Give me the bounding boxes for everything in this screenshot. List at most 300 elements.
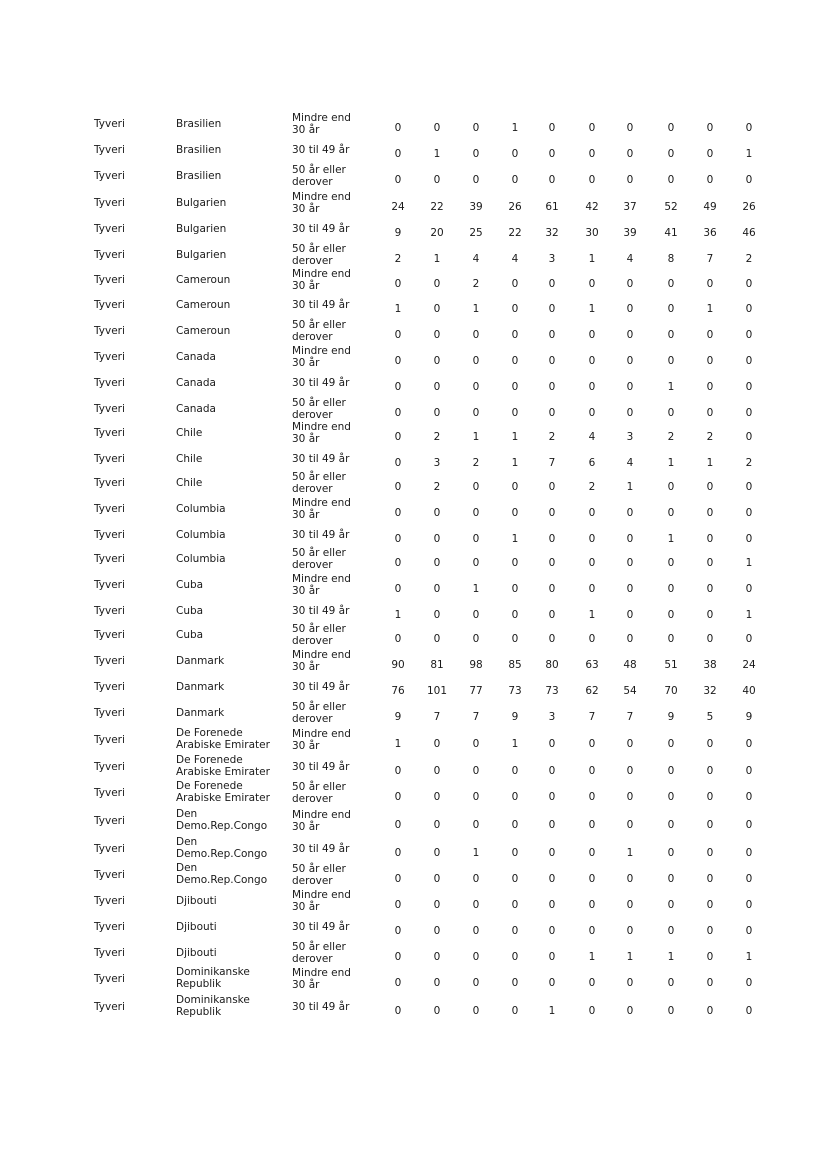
value-cell: 1 [667,533,675,545]
value-cell: 0 [472,481,480,493]
value-cell: 0 [667,847,675,859]
value-cell: 0 [626,791,634,803]
value-cell: 9 [511,711,519,723]
country-cell: De Forenede Arabiske Emirater [176,754,270,778]
country-cell: Dominikanske Republik [176,966,250,990]
value-cell: 0 [511,609,519,621]
crime-cell: Tyveri [94,427,125,439]
value-cell: 0 [588,847,596,859]
value-cell: 0 [667,609,675,621]
value-cell: 0 [433,355,441,367]
crime-cell: Tyveri [94,351,125,363]
value-cell: 0 [626,819,634,831]
value-cell: 0 [745,278,753,290]
value-cell: 0 [433,557,441,569]
value-cell: 0 [394,977,402,989]
age-cell: 30 til 49 år [292,681,350,693]
value-cell: 0 [626,174,634,186]
value-cell: 0 [433,329,441,341]
country-cell: Djibouti [176,895,217,907]
value-cell: 1 [745,557,753,569]
value-cell: 0 [394,765,402,777]
table-row [0,888,828,914]
country-cell: Danmark [176,681,225,693]
value-cell: 0 [394,174,402,186]
age-cell: Mindre end 30 år [292,497,351,521]
value-cell: 0 [548,819,556,831]
value-cell: 0 [588,148,596,160]
country-cell: Bulgarien [176,197,227,209]
value-cell: 0 [548,481,556,493]
value-cell: 49 [703,201,717,213]
value-cell: 7 [626,711,634,723]
value-cell: 0 [433,977,441,989]
value-cell: 0 [548,122,556,134]
value-cell: 0 [588,533,596,545]
value-cell: 0 [745,533,753,545]
value-cell: 0 [626,609,634,621]
value-cell: 0 [706,873,714,885]
value-cell: 0 [667,977,675,989]
value-cell: 0 [626,278,634,290]
value-cell: 80 [545,659,559,671]
value-cell: 0 [548,899,556,911]
value-cell: 0 [706,791,714,803]
value-cell: 0 [394,507,402,519]
age-cell: 30 til 49 år [292,761,350,773]
value-cell: 0 [626,1005,634,1017]
value-cell: 0 [511,1005,519,1017]
value-cell: 41 [664,227,678,239]
value-cell: 0 [745,738,753,750]
value-cell: 7 [472,711,480,723]
value-cell: 2 [394,253,402,265]
value-cell: 0 [511,791,519,803]
value-cell: 0 [626,899,634,911]
value-cell: 0 [706,407,714,419]
value-cell: 0 [511,481,519,493]
country-cell: Den Demo.Rep.Congo [176,808,268,832]
table-row [0,137,828,163]
crime-cell: Tyveri [94,787,125,799]
value-cell: 0 [626,977,634,989]
value-cell: 0 [626,738,634,750]
value-cell: 1 [394,609,402,621]
value-cell: 4 [472,253,480,265]
value-cell: 0 [394,791,402,803]
value-cell: 0 [394,873,402,885]
value-cell: 0 [511,925,519,937]
value-cell: 0 [511,381,519,393]
value-cell: 0 [706,609,714,621]
country-cell: De Forenede Arabiske Emirater [176,780,270,804]
value-cell: 0 [511,329,519,341]
value-cell: 0 [433,765,441,777]
value-cell: 1 [433,253,441,265]
country-cell: Bulgarien [176,223,227,235]
value-cell: 36 [703,227,717,239]
value-cell: 0 [433,381,441,393]
value-cell: 24 [742,659,756,671]
value-cell: 0 [548,507,556,519]
table-row [0,396,828,422]
country-cell: Brasilien [176,144,222,156]
value-cell: 0 [745,765,753,777]
table-row [0,862,828,888]
value-cell: 0 [745,431,753,443]
value-cell: 2 [706,431,714,443]
value-cell: 0 [548,951,556,963]
value-cell: 22 [430,201,444,213]
value-cell: 1 [433,148,441,160]
value-cell: 0 [667,925,675,937]
value-cell: 0 [706,557,714,569]
value-cell: 7 [706,253,714,265]
value-cell: 0 [433,303,441,315]
table-row [0,111,828,137]
value-cell: 0 [745,583,753,595]
value-cell: 2 [745,457,753,469]
country-cell: Brasilien [176,118,222,130]
value-cell: 0 [588,278,596,290]
crime-cell: Tyveri [94,249,125,261]
value-cell: 0 [472,925,480,937]
country-cell: Djibouti [176,921,217,933]
crime-cell: Tyveri [94,921,125,933]
crime-cell: Tyveri [94,197,125,209]
value-cell: 0 [511,303,519,315]
country-cell: Canada [176,351,216,363]
age-cell: 50 år eller derover [292,243,346,267]
value-cell: 2 [667,431,675,443]
value-cell: 0 [433,507,441,519]
value-cell: 0 [745,925,753,937]
value-cell: 4 [588,431,596,443]
value-cell: 1 [626,481,634,493]
value-cell: 3 [548,711,556,723]
value-cell: 1 [472,303,480,315]
crime-cell: Tyveri [94,843,125,855]
age-cell: 50 år eller derover [292,623,346,647]
value-cell: 0 [394,278,402,290]
value-cell: 4 [626,457,634,469]
value-cell: 0 [667,557,675,569]
value-cell: 52 [664,201,678,213]
value-cell: 0 [745,303,753,315]
value-cell: 0 [745,899,753,911]
crime-cell: Tyveri [94,377,125,389]
value-cell: 4 [511,253,519,265]
value-cell: 0 [588,738,596,750]
value-cell: 0 [394,431,402,443]
value-cell: 0 [394,925,402,937]
value-cell: 0 [548,765,556,777]
value-cell: 0 [394,148,402,160]
value-cell: 1 [472,583,480,595]
age-cell: Mindre end 30 år [292,649,351,673]
value-cell: 0 [548,329,556,341]
value-cell: 0 [511,977,519,989]
value-cell: 0 [433,847,441,859]
value-cell: 3 [548,253,556,265]
value-cell: 0 [548,381,556,393]
crime-cell: Tyveri [94,453,125,465]
country-cell: Columbia [176,553,226,565]
value-cell: 30 [585,227,599,239]
value-cell: 0 [548,278,556,290]
age-cell: 50 år eller derover [292,397,346,421]
value-cell: 70 [664,685,678,697]
value-cell: 39 [469,201,483,213]
value-cell: 0 [548,609,556,621]
crime-cell: Tyveri [94,629,125,641]
value-cell: 0 [626,381,634,393]
age-cell: Mindre end 30 år [292,573,351,597]
crime-cell: Tyveri [94,223,125,235]
value-cell: 0 [433,609,441,621]
age-cell: Mindre end 30 år [292,967,351,991]
value-cell: 0 [706,925,714,937]
table-row [0,727,828,753]
value-cell: 0 [745,481,753,493]
crime-cell: Tyveri [94,477,125,489]
value-cell: 0 [511,148,519,160]
value-cell: 9 [394,227,402,239]
age-cell: Mindre end 30 år [292,421,351,445]
table-row [0,216,828,242]
table-row [0,470,828,496]
crime-cell: Tyveri [94,503,125,515]
crime-cell: Tyveri [94,579,125,591]
value-cell: 0 [511,355,519,367]
value-cell: 0 [433,122,441,134]
age-cell: 30 til 49 år [292,921,350,933]
value-cell: 1 [745,148,753,160]
value-cell: 0 [667,507,675,519]
value-cell: 0 [472,951,480,963]
value-cell: 0 [472,381,480,393]
value-cell: 0 [394,557,402,569]
value-cell: 2 [548,431,556,443]
country-cell: Cuba [176,629,204,641]
value-cell: 0 [472,791,480,803]
value-cell: 0 [433,583,441,595]
value-cell: 54 [623,685,637,697]
crime-cell: Tyveri [94,973,125,985]
value-cell: 0 [472,1005,480,1017]
value-cell: 0 [667,278,675,290]
value-cell: 0 [626,533,634,545]
age-cell: 50 år eller derover [292,701,346,725]
value-cell: 0 [667,1005,675,1017]
table-row [0,914,828,940]
value-cell: 1 [706,303,714,315]
value-cell: 0 [588,925,596,937]
value-cell: 0 [548,847,556,859]
value-cell: 26 [742,201,756,213]
value-cell: 0 [745,873,753,885]
value-cell: 1 [588,609,596,621]
value-cell: 0 [472,122,480,134]
age-cell: 50 år eller derover [292,781,346,805]
value-cell: 0 [548,303,556,315]
crime-cell: Tyveri [94,299,125,311]
table-row [0,622,828,648]
crime-cell: Tyveri [94,761,125,773]
value-cell: 0 [472,557,480,569]
value-cell: 61 [545,201,559,213]
crime-cell: Tyveri [94,707,125,719]
value-cell: 1 [626,847,634,859]
table-row [0,292,828,318]
value-cell: 0 [394,457,402,469]
value-cell: 0 [433,899,441,911]
age-cell: Mindre end 30 år [292,345,351,369]
age-cell: 30 til 49 år [292,453,350,465]
value-cell: 0 [511,507,519,519]
value-cell: 0 [745,174,753,186]
value-cell: 0 [706,847,714,859]
value-cell: 0 [706,481,714,493]
country-cell: Canada [176,403,216,415]
value-cell: 38 [703,659,717,671]
country-cell: Chile [176,427,203,439]
value-cell: 0 [588,899,596,911]
country-cell: Columbia [176,529,226,541]
value-cell: 73 [508,685,522,697]
age-cell: Mindre end 30 år [292,889,351,913]
value-cell: 0 [472,977,480,989]
table-row [0,994,828,1020]
table-row [0,572,828,598]
value-cell: 0 [667,873,675,885]
table-row [0,190,828,216]
value-cell: 0 [433,738,441,750]
value-cell: 0 [433,407,441,419]
value-cell: 0 [626,873,634,885]
value-cell: 42 [585,201,599,213]
value-cell: 0 [394,355,402,367]
value-cell: 0 [588,355,596,367]
value-cell: 0 [548,738,556,750]
value-cell: 0 [548,557,556,569]
table-row [0,966,828,992]
crime-cell: Tyveri [94,553,125,565]
value-cell: 0 [626,122,634,134]
value-cell: 0 [433,533,441,545]
value-cell: 0 [706,899,714,911]
crime-cell: Tyveri [94,118,125,130]
value-cell: 90 [391,659,405,671]
value-cell: 0 [433,278,441,290]
value-cell: 0 [745,847,753,859]
value-cell: 32 [703,685,717,697]
table-row [0,674,828,700]
value-cell: 0 [667,148,675,160]
value-cell: 0 [394,583,402,595]
value-cell: 0 [433,633,441,645]
value-cell: 0 [706,977,714,989]
table-row [0,242,828,268]
value-cell: 1 [472,431,480,443]
age-cell: Mindre end 30 år [292,112,351,136]
value-cell: 8 [667,253,675,265]
table-row [0,780,828,806]
value-cell: 1 [511,738,519,750]
value-cell: 0 [667,481,675,493]
value-cell: 0 [511,278,519,290]
value-cell: 0 [667,122,675,134]
country-cell: Danmark [176,655,225,667]
value-cell: 0 [394,481,402,493]
value-cell: 0 [472,533,480,545]
value-cell: 0 [433,873,441,885]
table-row [0,836,828,862]
value-cell: 0 [745,1005,753,1017]
value-cell: 0 [472,899,480,911]
value-cell: 0 [472,609,480,621]
table-row [0,648,828,674]
value-cell: 0 [706,633,714,645]
crime-cell: Tyveri [94,144,125,156]
value-cell: 0 [472,765,480,777]
value-cell: 0 [745,633,753,645]
value-cell: 26 [508,201,522,213]
value-cell: 1 [511,431,519,443]
value-cell: 0 [588,791,596,803]
value-cell: 85 [508,659,522,671]
value-cell: 1 [588,951,596,963]
value-cell: 0 [433,791,441,803]
value-cell: 0 [588,819,596,831]
value-cell: 1 [472,847,480,859]
value-cell: 1 [394,738,402,750]
table-row [0,598,828,624]
value-cell: 51 [664,659,678,671]
value-cell: 0 [745,791,753,803]
age-cell: 50 år eller derover [292,164,346,188]
age-cell: Mindre end 30 år [292,809,351,833]
country-cell: Danmark [176,707,225,719]
age-cell: 30 til 49 år [292,223,350,235]
value-cell: 0 [394,847,402,859]
age-cell: Mindre end 30 år [292,268,351,292]
value-cell: 0 [548,873,556,885]
table-row [0,420,828,446]
table-row [0,163,828,189]
crime-cell: Tyveri [94,1001,125,1013]
age-cell: 30 til 49 år [292,299,350,311]
value-cell: 0 [706,174,714,186]
value-cell: 0 [588,977,596,989]
age-cell: 30 til 49 år [292,843,350,855]
value-cell: 9 [667,711,675,723]
value-cell: 0 [548,355,556,367]
table-row [0,522,828,548]
crime-cell: Tyveri [94,403,125,415]
value-cell: 0 [706,148,714,160]
country-cell: Cameroun [176,299,231,311]
value-cell: 1 [745,951,753,963]
value-cell: 0 [667,583,675,595]
value-cell: 0 [511,583,519,595]
value-cell: 37 [623,201,637,213]
age-cell: Mindre end 30 år [292,728,351,752]
value-cell: 0 [588,407,596,419]
value-cell: 0 [626,303,634,315]
value-cell: 0 [394,1005,402,1017]
value-cell: 1 [511,122,519,134]
